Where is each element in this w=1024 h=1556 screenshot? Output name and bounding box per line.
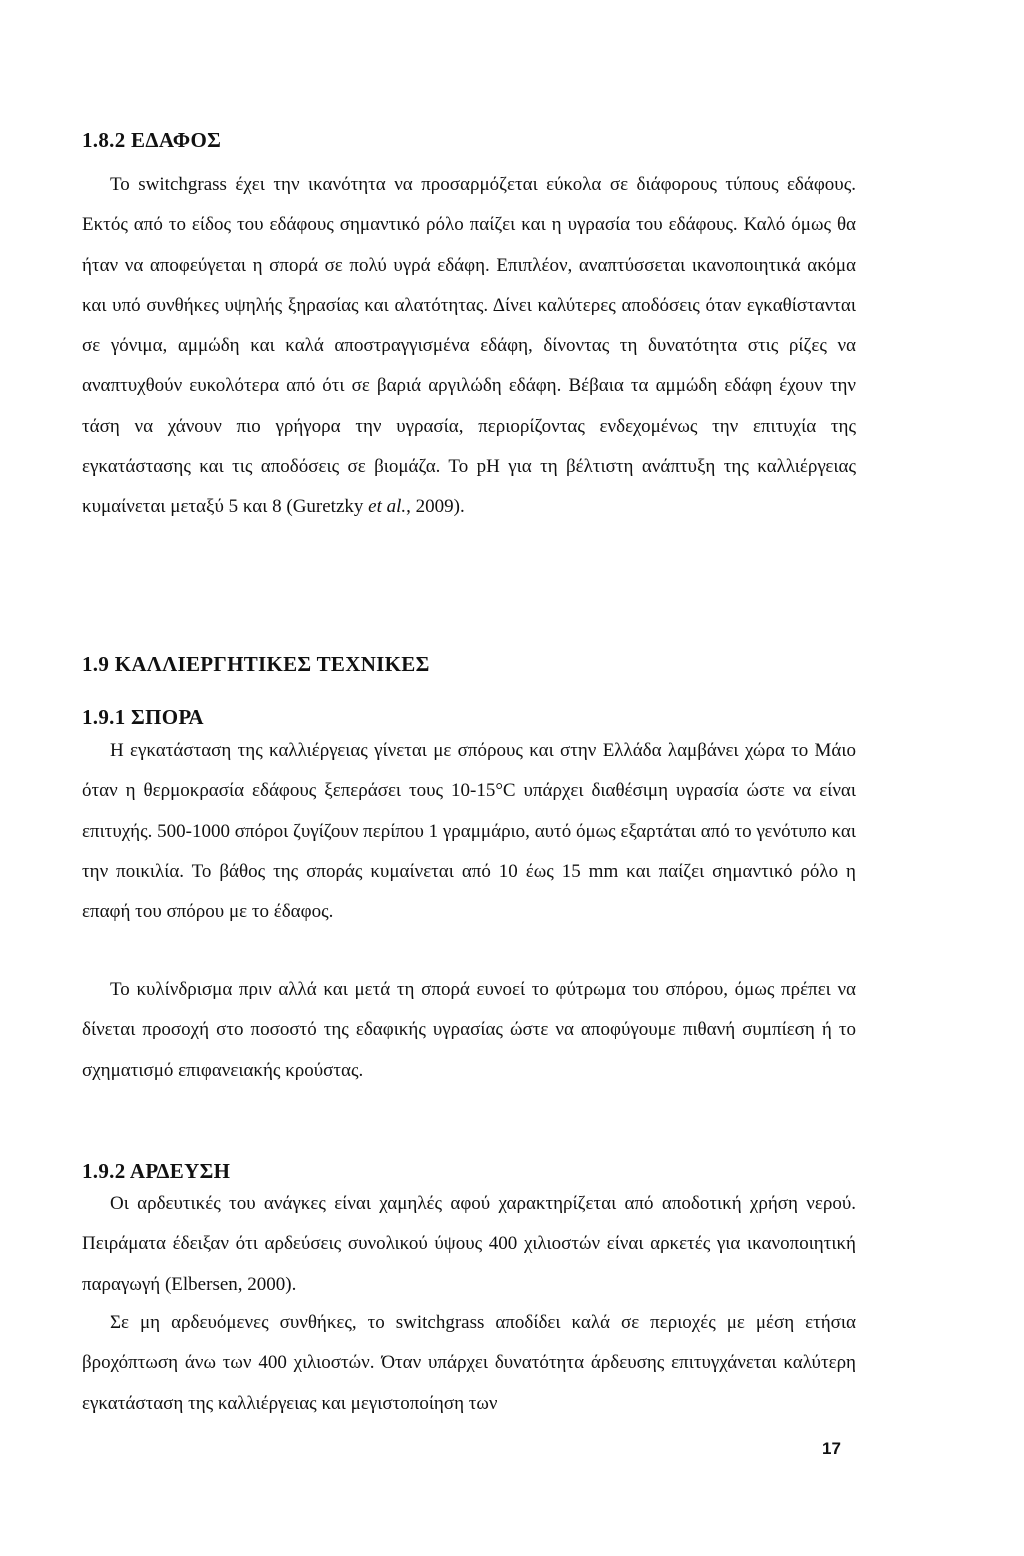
section-heading-irrigation: 1.9.2 ΑΡΔΕΥΣΗ [82, 1159, 231, 1183]
soil-paragraph-text: Το switchgrass έχει την ικανότητα να προσαρμόζεται εύκολα σε διάφορους τύπους εδάφους. Εκτός από το είδος του εδάφους σημαντικό ρόλο παίζει και η υγρασία του εδάφους. Καλό όμως θα ήταν να αποφεύγεται η σπορά σε πολύ υγρά εδάφη. Επιπλέον, αναπτύσσεται ικανοποιητικά ακόμα και υπό συνθήκες υψηλής ξηρασίας και αλατότητας. Δίνει καλύτερες αποδόσεις όταν εγκαθίστανται σε γόνιμα, αμμώδη και καλά αποστραγγισμένα εδάφη, δίνοντας τη δυνατότητα στις ρίζες να αναπτυχθούν ευκολότερα από ότι σε βαριά αργιλώδη εδάφη. Βέβαια τα αμμώδη εδάφη έχουν την τάση να χάνουν πιο γρήγορα την υγρασία, περιορίζοντας ενδεχομένως την επιτυχία της εγκατάστασης και τις αποδόσεις σε βιομάζα. Το pH για τη βέλτιστη ανάπτυξη της καλλιέργειας κυμαίνεται μεταξύ 5 και 8 (Guretzky [82, 174, 856, 518]
soil-paragraph [82, 165, 856, 528]
sowing-paragraph-2: Το κυλίνδρισμα πριν αλλά και μετά τη σπορά ευνοεί το φύτρωμα του σπόρου, όμως πρέπει να δίνεται προσοχή στο ποσοστό της εδαφικής υγρασίας ώστε να αποφύγουμε πιθανή συμπίεση ή το σχηματισμό επιφανειακής κρούστας. [82, 979, 856, 1081]
section-heading-techniques: 1.9 ΚΑΛΛΙΕΡΓΗΤΙΚΕΣ ΤΕΧΝΙΚΕΣ [82, 652, 430, 676]
sowing-paragraph-1: Η εγκατάσταση της καλλιέργειας γίνεται με σπόρους και στην Ελλάδα λαμβάνει χώρα το Μάιο όταν η θερμοκρασία εδάφους ξεπεράσει τους 10-15°C υπάρχει διαθέσιμη υγρασία ώστε να είναι επιτυχής. 500-1000 σπόροι ζυγίζουν περίπου 1 γραμμάριο, αυτό όμως εξαρτάται από το γενότυπο και την ποικιλία. Το βάθος της σποράς κυμαίνεται από 10 έως 15 mm και παίζει σημαντικό ρόλο η επαφή του σπόρου με το έδαφος. [82, 740, 856, 923]
page-number: 17 [822, 1439, 841, 1458]
section-heading-soil: 1.8.2 ΕΔΑΦΟΣ [82, 128, 222, 152]
citation-italic: et al. [368, 496, 407, 518]
section-heading-sowing: 1.9.1 ΣΠΟΡΑ [82, 705, 204, 729]
citation-end: , 2009). [406, 496, 465, 518]
irrigation-paragraph-2: Σε μη αρδευόμενες συνθήκες, το switchgrass αποδίδει καλά σε περιοχές με μέση ετήσια βροχόπτωση άνω των 400 χιλιοστών. Όταν υπάρχει δυνατότητα άρδευσης επιτυγχάνεται καλύτερη εγκατάσταση της καλλιέργειας και μεγιστοποίηση των [82, 1312, 856, 1414]
irrigation-paragraph-1: Οι αρδευτικές του ανάγκες είναι χαμηλές αφού χαρακτηρίζεται από αποδοτική χρήση νερού. Πειράματα έδειξαν ότι αρδεύσεις συνολικού ύψους 400 χιλιοστών είναι αρκετές για ικανοποιητική παραγωγή (Elbersen, 2000). [82, 1193, 856, 1295]
